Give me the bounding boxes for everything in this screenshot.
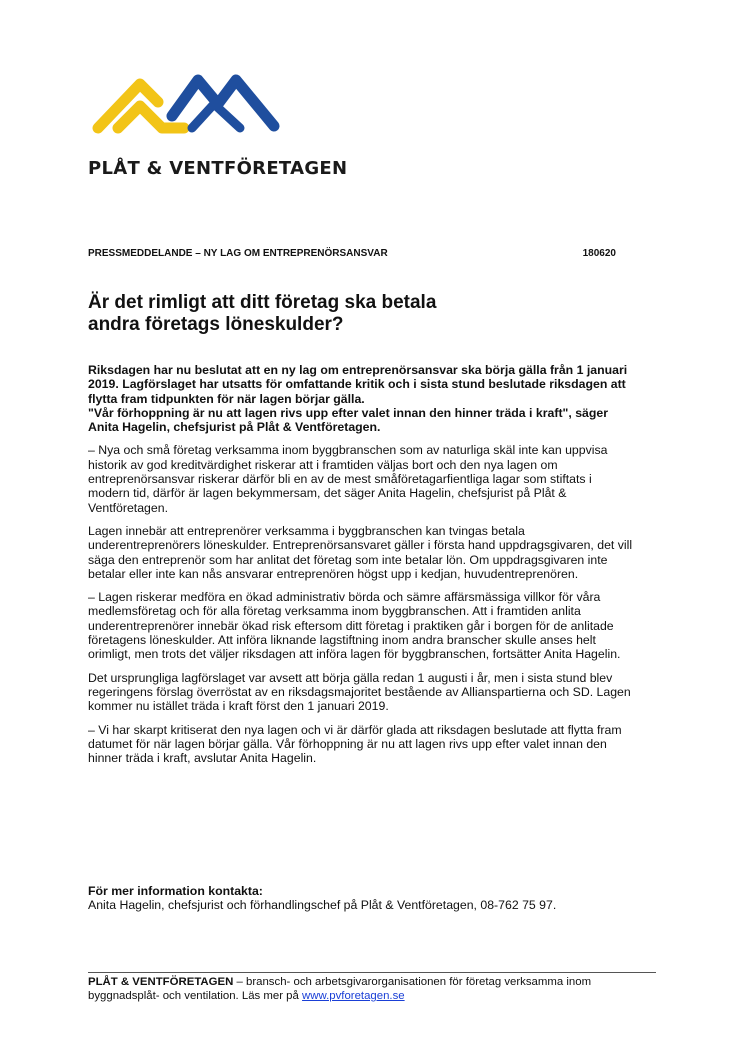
title-line-2: andra företags löneskulder? — [88, 314, 344, 335]
paragraph-2: Lagen innebär att entreprenörer verksamma i byggbranschen kan tvingas betala underentreprenörers löneskulder. Entreprenörsansvaret gäller i första hand uppdragsgivaren, det vill säga den entreprenör som har anlitat det företag som inte betalar lön. Om uppdragsgivaren inte betalar eller inte kan nås ansvarar entreprenören högst upp i kedjan, huvudentreprenören. — [88, 523, 633, 581]
paragraph-3: – Lagen riskerar medföra en ökad administrativ börda och sämre affärsmässiga villkor för våra medlemsföretag och för alla företag verksamma inom byggbranschen. Att i framtiden anlita underentreprenörer innebär ökad risk eftersom ditt företag i praktiken går i borgen för de anlitade företagens löneskulder. Att införa liknande lagstiftning inom andra branscher skulle anses helt orimligt, men trots det väljer riksdagen att införa lagen för byggbranschen, fortsätter Anita Hagelin. — [88, 590, 621, 662]
logo-blue-roof — [172, 80, 274, 126]
title-line-1: Är det rimligt att ditt företag ska betala — [88, 292, 437, 313]
article-body — [88, 363, 633, 774]
lead-text: Riksdagen har nu beslutat att en ny lag om entreprenörsansvar ska börja gälla från 1 januari 2019. Lagförslaget har utsatts för omfattande kritik och i sista stund beslutade riksdagen att flytta fram tidpunkten för när lagen börjar gälla. — [88, 363, 628, 406]
paragraph-5: – Vi har skarpt kritiserat den nya lagen och vi är därför glada att riksdagen beslutade att flytta fram datumet för när lagen börjar gälla. Vår förhoppning är nu att lagen rivs upp efter valet innan den hinner träda i kraft, avslutar Anita Hagelin. — [88, 722, 622, 766]
lead-paragraph — [88, 363, 633, 434]
paragraph-1: – Nya och små företag verksamma inom byggbranschen som av naturliga skäl inte kan uppvisa historik av god kreditvärdighet riskerar att i framtiden väljas bort och den nya lagen om entreprenörsansvar riskerar därför bli en av de mest småföretagarfientliga lagar som stiftats i modern tid, därför är lagen bekymmersam, det säger Anita Hagelin, chefsjurist på Plåt & Ventföretagen. — [88, 443, 608, 515]
press-release-label: PRESSMEDDELANDE – NY LAG OM ENTREPRENÖRSANSVAR — [88, 248, 388, 259]
footer-divider — [88, 972, 656, 973]
press-release-header — [88, 248, 620, 259]
footer-text: – bransch- och arbetsgivarorganisationen för företag verksamma inom byggnadsplåt- och ventilation. Läs mer på — [88, 976, 592, 1002]
brand-name: PLÅT & VENTFÖRETAGEN — [88, 158, 348, 179]
lead-quote: "Vår förhoppning är nu att lagen rivs upp efter valet innan den hinner träda i kraft", säger Anita Hagelin, chefsjurist på Plåt & Ventföretagen. — [88, 405, 609, 435]
paragraph-4: Det ursprungliga lagförslaget var avsett att börja gälla redan 1 augusti i år, men i sista stund blev regeringens förslag överröstat av en riksdagsmajoritet bestående av Allianspartierna och SD. Lagen kommer nu istället träda i kraft först den 1 januari 2019. — [88, 670, 631, 714]
contact-title: För mer information kontakta: — [88, 884, 263, 898]
page-title — [88, 292, 628, 336]
contact-details: Anita Hagelin, chefsjurist och förhandlingschef på Plåt & Ventföretagen, 08-762 75 97. — [88, 898, 557, 913]
footer-brand: PLÅT & VENTFÖRETAGEN — [88, 976, 234, 988]
footer-website-link[interactable]: www.pvforetagen.se — [302, 990, 405, 1002]
logo-blue-inner — [192, 104, 240, 128]
press-release-date: 180620 — [582, 248, 616, 259]
roof-logo-icon — [88, 70, 288, 140]
footer — [88, 975, 656, 1003]
contact-section — [88, 884, 648, 913]
